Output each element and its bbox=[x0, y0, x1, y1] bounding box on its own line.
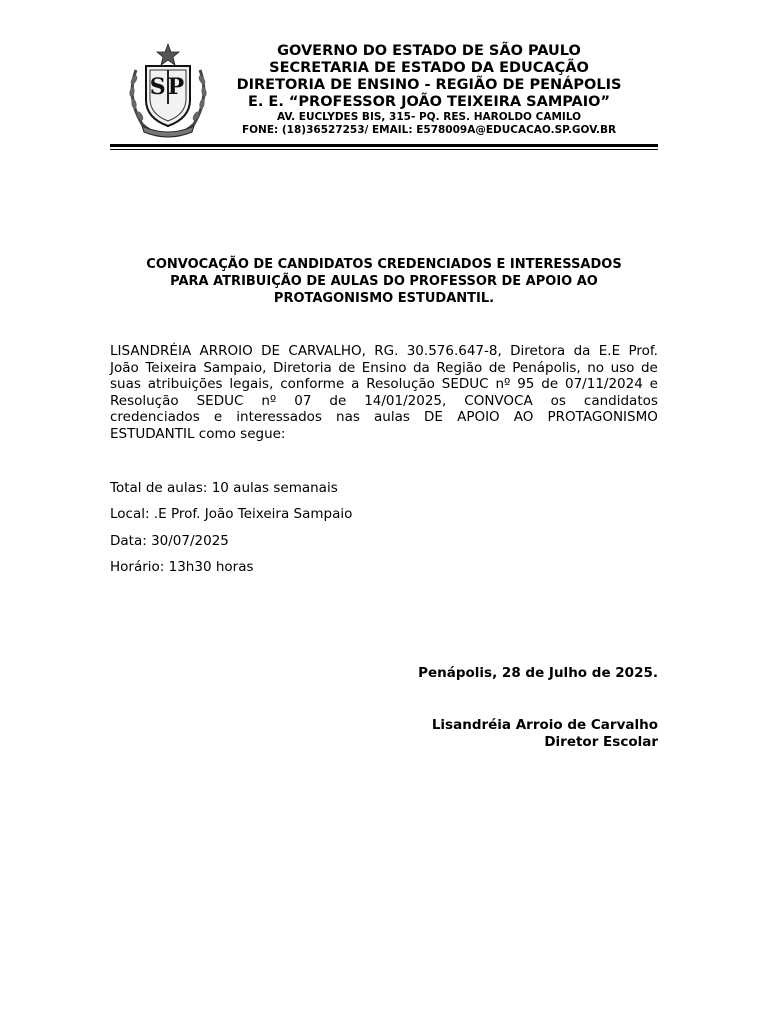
paragraph-word: os bbox=[550, 392, 566, 409]
government-line: GOVERNO DO ESTADO DE SÃO PAULO bbox=[277, 43, 581, 59]
letterhead bbox=[110, 40, 658, 146]
paragraph-word: segue: bbox=[240, 425, 286, 442]
paragraph-word: da bbox=[412, 359, 430, 376]
paragraph-word: E.E bbox=[598, 343, 621, 359]
paragraph-word: uso bbox=[610, 359, 635, 376]
paragraph-word: DE bbox=[261, 343, 281, 359]
document-title bbox=[110, 256, 658, 307]
paragraph-word: e bbox=[649, 376, 658, 393]
paragraph-word: aulas bbox=[374, 409, 410, 426]
paragraph-word: DE bbox=[424, 409, 443, 426]
paragraph-word: Região bbox=[436, 359, 483, 376]
paragraph-word: e bbox=[213, 409, 223, 426]
date: Data: 30/07/2025 bbox=[110, 532, 229, 549]
paragraph-word: interessados bbox=[236, 409, 322, 426]
location: Local: .E Prof. João Teixeira Sampaio bbox=[110, 506, 353, 523]
paragraph-word: suas bbox=[110, 376, 141, 393]
sao-paulo-coat-of-arms-icon bbox=[122, 42, 214, 142]
seal-letters: SP bbox=[149, 74, 187, 100]
paragraph-word: da bbox=[573, 343, 591, 359]
paragraph-word: CONVOCA bbox=[464, 392, 533, 409]
paragraph-word: Teixeira bbox=[145, 359, 197, 376]
paragraph-word: de bbox=[488, 359, 506, 376]
header-divider-thick bbox=[110, 144, 658, 147]
letterhead-text bbox=[214, 43, 644, 137]
paragraph-word: 07/11/2024 bbox=[565, 376, 643, 393]
paragraph-word: credenciados bbox=[110, 409, 200, 426]
signer-role: Diretor Escolar bbox=[544, 734, 658, 750]
paragraph-word: RG. bbox=[374, 343, 399, 359]
paragraph-line bbox=[110, 376, 658, 393]
paragraph-word: conforme bbox=[280, 376, 345, 393]
paragraph-word: Sampaio, bbox=[203, 359, 267, 376]
paragraph-word: 95 bbox=[517, 376, 535, 393]
time: Horário: 13h30 horas bbox=[110, 558, 254, 575]
paragraph-word: a bbox=[351, 376, 360, 393]
paragraph-word: CARVALHO, bbox=[288, 343, 366, 359]
paragraph-line bbox=[110, 409, 658, 426]
paragraph-word: APOIO bbox=[457, 409, 500, 426]
paragraph-word: nas bbox=[336, 409, 360, 426]
paragraph-word: nº bbox=[495, 376, 511, 393]
paragraph-word: LISANDRÉIA bbox=[110, 343, 192, 359]
paragraph-word: como bbox=[198, 425, 236, 442]
paragraph-word: no bbox=[587, 359, 605, 376]
paragraph-line bbox=[110, 360, 658, 377]
paragraph-line bbox=[110, 343, 658, 360]
paragraph-word: ARROIO bbox=[199, 343, 253, 359]
paragraph-word: de bbox=[338, 359, 356, 376]
paragraph-word: de bbox=[640, 359, 658, 376]
paragraph-word: nº bbox=[261, 392, 277, 409]
paragraph-word: AO bbox=[513, 409, 534, 426]
total-classes: Total de aulas: 10 aulas semanais bbox=[110, 480, 338, 496]
paragraph-word: legais, bbox=[229, 376, 274, 393]
paragraph-line bbox=[110, 393, 658, 410]
title-line: CONVOCAÇÃO DE CANDIDATOS CREDENCIADOS E INTERESSADOS bbox=[146, 257, 622, 272]
paragraph-word: João bbox=[110, 359, 139, 376]
place-and-date: Penápolis, 28 de Julho de 2025. bbox=[418, 665, 658, 681]
paragraph-word: Ensino bbox=[361, 359, 407, 376]
paragraph-word: 07 bbox=[294, 392, 312, 409]
convocation-details bbox=[110, 480, 352, 585]
paragraph-word: Resolução bbox=[110, 392, 179, 409]
title-line: PROTAGONISMO ESTUDANTIL. bbox=[273, 291, 495, 306]
paragraph-word: Penápolis, bbox=[512, 359, 581, 376]
secretariat-line: SECRETARIA DE ESTADO DA EDUCAÇÃO bbox=[269, 60, 589, 76]
paragraph-word: Diretoria bbox=[272, 359, 332, 376]
paragraph-word: SEDUC bbox=[441, 376, 489, 393]
paragraph-word: candidatos bbox=[583, 392, 658, 409]
contact-line: FONE: (18)36527253/ EMAIL: E578009A@EDUCACAO.SP.GOV.BR bbox=[241, 124, 617, 136]
paragraph-word: SEDUC bbox=[196, 392, 244, 409]
paragraph-word: 30.576.647-8, bbox=[406, 343, 502, 359]
paragraph-word: PROTAGONISMO bbox=[547, 409, 658, 426]
signer-name: Lisandréia Arroio de Carvalho bbox=[431, 717, 658, 733]
paragraph-word: Prof. bbox=[628, 343, 658, 359]
paragraph-word: Resolução bbox=[366, 376, 435, 393]
paragraph-word: ESTUDANTIL bbox=[110, 425, 195, 442]
header-divider-thin bbox=[110, 149, 658, 150]
signature-block bbox=[110, 717, 658, 751]
school-line: E. E. “PROFESSOR JOÃO TEIXEIRA SAMPAIO” bbox=[247, 94, 611, 110]
paragraph-word: de bbox=[329, 392, 347, 409]
title-line: PARA ATRIBUIÇÃO DE AULAS DO PROFESSOR DE APOIO AO bbox=[170, 274, 598, 289]
address-line: AV. EUCLYDES BIS, 315- PQ. RES. HAROLDO CAMILO bbox=[276, 111, 582, 123]
paragraph-line bbox=[110, 426, 658, 443]
paragraph-word: Diretora bbox=[510, 343, 566, 359]
paragraph-word: 14/01/2025, bbox=[364, 392, 447, 409]
body-paragraph bbox=[110, 343, 658, 443]
paragraph-word: de bbox=[541, 376, 559, 393]
directorate-line: DIRETORIA DE ENSINO - REGIÃO DE PENÁPOLIS bbox=[236, 77, 622, 93]
paragraph-word: atribuições bbox=[147, 376, 223, 393]
